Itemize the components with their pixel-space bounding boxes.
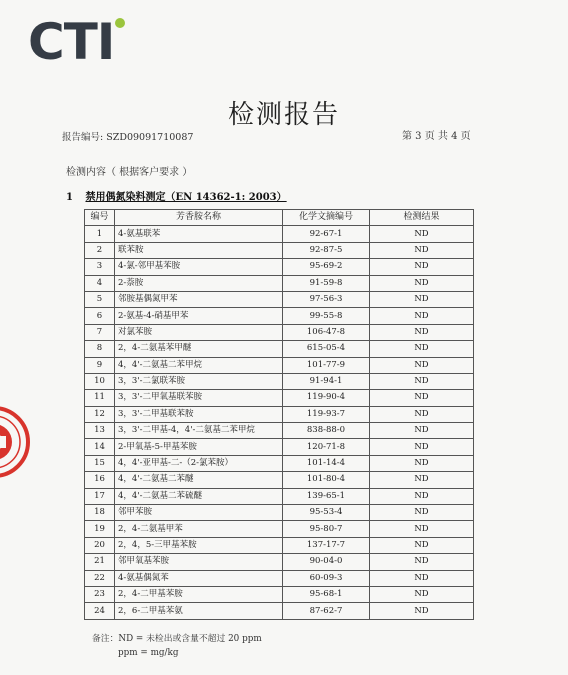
row-number: 8 [85, 341, 115, 357]
amine-name: 2-甲氧基-5-甲基苯胺 [115, 439, 283, 455]
test-result: ND [370, 291, 474, 307]
cas-number: 90-04-0 [283, 554, 370, 570]
table-row [85, 357, 474, 373]
row-number: 10 [85, 373, 115, 389]
cas-number: 106-47-8 [283, 324, 370, 340]
test-result: ND [370, 275, 474, 291]
table-row [85, 472, 474, 488]
header-number: 编号 [85, 210, 115, 226]
amine-name: 2-萘胺 [115, 275, 283, 291]
table-row [85, 488, 474, 504]
test-result: ND [370, 341, 474, 357]
cas-number: 101-80-4 [283, 472, 370, 488]
table-row [85, 259, 474, 275]
row-number: 22 [85, 570, 115, 586]
row-number: 3 [85, 259, 115, 275]
cas-number: 119-93-7 [283, 406, 370, 422]
table-row [85, 586, 474, 602]
amine-name: 联苯胺 [115, 242, 283, 258]
table-row [85, 308, 474, 324]
cas-number: 95-53-4 [283, 505, 370, 521]
amine-name: 2，4-二氨基苯甲醚 [115, 341, 283, 357]
table-row [85, 505, 474, 521]
cas-number: 139-65-1 [283, 488, 370, 504]
amine-name: 2，4，5-三甲基苯胺 [115, 537, 283, 553]
test-result: ND [370, 554, 474, 570]
row-number: 15 [85, 455, 115, 471]
amine-name: 3，3'-二甲基联苯胺 [115, 406, 283, 422]
amine-name: 4，4'-二氨基二苯甲烷 [115, 357, 283, 373]
cas-number: 838-88-0 [283, 423, 370, 439]
test-result: ND [370, 308, 474, 324]
table-header-row [85, 210, 474, 226]
amine-name: 2，4-二氨基甲苯 [115, 521, 283, 537]
row-number: 6 [85, 308, 115, 324]
page-info: 第 3 页 共 4 页 [402, 131, 471, 142]
amine-name: 3，3'-二氯联苯胺 [115, 373, 283, 389]
test-result: ND [370, 505, 474, 521]
row-number: 7 [85, 324, 115, 340]
table-row [85, 554, 474, 570]
row-number: 16 [85, 472, 115, 488]
section-title: 禁用偶氮染料测定（EN 14362-1: 2003） [85, 192, 287, 203]
cas-number: 60-09-3 [283, 570, 370, 586]
test-result: ND [370, 521, 474, 537]
table-row [85, 570, 474, 586]
amine-name: 2-氨基-4-硝基甲苯 [115, 308, 283, 324]
cas-number: 95-68-1 [283, 586, 370, 602]
cas-number: 92-87-5 [283, 242, 370, 258]
row-number: 2 [85, 242, 115, 258]
table-row [85, 373, 474, 389]
table-row [85, 455, 474, 471]
amine-name: 3，3'-二甲氧基联苯胺 [115, 390, 283, 406]
red-seal-stamp [0, 402, 34, 482]
cas-number: 87-62-7 [283, 603, 370, 619]
test-result: ND [370, 357, 474, 373]
cas-number: 137-17-7 [283, 537, 370, 553]
table-row [85, 242, 474, 258]
amine-name: 4-氨基偶氮苯 [115, 570, 283, 586]
row-number: 23 [85, 586, 115, 602]
test-result: ND [370, 586, 474, 602]
test-result: ND [370, 472, 474, 488]
cas-number: 101-14-4 [283, 455, 370, 471]
table-row [85, 275, 474, 291]
section-heading [66, 188, 287, 203]
amine-name: 2，6-二甲基苯氨 [115, 603, 283, 619]
note-ppm: ppm = mg/kg [118, 648, 179, 658]
amine-name: 4-氯-邻甲基苯胺 [115, 259, 283, 275]
row-number: 11 [85, 390, 115, 406]
row-number: 12 [85, 406, 115, 422]
row-number: 19 [85, 521, 115, 537]
test-result: ND [370, 439, 474, 455]
table-row [85, 226, 474, 242]
cas-number: 119-90-4 [283, 390, 370, 406]
amine-name: 4，4'-亚甲基-二-（2-氯苯胺） [115, 455, 283, 471]
test-result: ND [370, 488, 474, 504]
content-label: 检测内容（ 根据客户要求 ） [66, 167, 193, 178]
cti-logo [28, 14, 124, 70]
results-table [84, 209, 474, 620]
row-number: 13 [85, 423, 115, 439]
row-number: 17 [85, 488, 115, 504]
cas-number: 92-67-1 [283, 226, 370, 242]
page-title: 检测报告 [227, 100, 340, 130]
test-result: ND [370, 242, 474, 258]
header-amine-name: 芳香胺名称 [115, 210, 283, 226]
test-result: ND [370, 259, 474, 275]
amine-name: 4，4'-二氨基二苯醚 [115, 472, 283, 488]
row-number: 9 [85, 357, 115, 373]
row-number: 5 [85, 291, 115, 307]
table-row [85, 390, 474, 406]
test-result: ND [370, 406, 474, 422]
table-row [85, 291, 474, 307]
table-row [85, 537, 474, 553]
amine-name: 3，3'-二甲基-4，4'-二氨基二苯甲烷 [115, 423, 283, 439]
logo-dot-icon [115, 18, 125, 28]
row-number: 18 [85, 505, 115, 521]
test-result: ND [370, 603, 474, 619]
row-number: 21 [85, 554, 115, 570]
test-result: ND [370, 373, 474, 389]
note-nd: 备注：ND = 未检出或含量不超过 20 ppm [92, 634, 262, 644]
row-number: 1 [85, 226, 115, 242]
test-result: ND [370, 423, 474, 439]
table-row [85, 521, 474, 537]
amine-name: 4，4'-二氨基二苯硫醚 [115, 488, 283, 504]
cas-number: 101-77-9 [283, 357, 370, 373]
table-row [85, 324, 474, 340]
section-number: 1 [66, 192, 73, 203]
test-result: ND [370, 390, 474, 406]
cas-number: 99-55-8 [283, 308, 370, 324]
cas-number: 91-94-1 [283, 373, 370, 389]
amine-name: 对氯苯胺 [115, 324, 283, 340]
table-row [85, 603, 474, 619]
table-row [85, 406, 474, 422]
amine-name: 4-氨基联苯 [115, 226, 283, 242]
cas-number: 91-59-8 [283, 275, 370, 291]
test-result: ND [370, 570, 474, 586]
logo-text: CTI [28, 13, 115, 71]
amine-name: 邻胺基偶氮甲苯 [115, 291, 283, 307]
cas-number: 95-80-7 [283, 521, 370, 537]
test-result: ND [370, 226, 474, 242]
row-number: 24 [85, 603, 115, 619]
row-number: 14 [85, 439, 115, 455]
cas-number: 120-71-8 [283, 439, 370, 455]
cas-number: 95-69-2 [283, 259, 370, 275]
row-number: 20 [85, 537, 115, 553]
cas-number: 97-56-3 [283, 291, 370, 307]
test-result: ND [370, 537, 474, 553]
amine-name: 邻甲氧基苯胺 [115, 554, 283, 570]
test-result: ND [370, 324, 474, 340]
table-row [85, 341, 474, 357]
row-number: 4 [85, 275, 115, 291]
amine-name: 2，4-二甲基苯胺 [115, 586, 283, 602]
header-cas-number: 化学文摘编号 [283, 210, 370, 226]
report-number: 报告编号: SZD09091710087 [62, 132, 194, 143]
table-row [85, 439, 474, 455]
table-row [85, 423, 474, 439]
cas-number: 615-05-4 [283, 341, 370, 357]
header-result: 检测结果 [370, 210, 474, 226]
amine-name: 邻甲苯胺 [115, 505, 283, 521]
test-result: ND [370, 455, 474, 471]
